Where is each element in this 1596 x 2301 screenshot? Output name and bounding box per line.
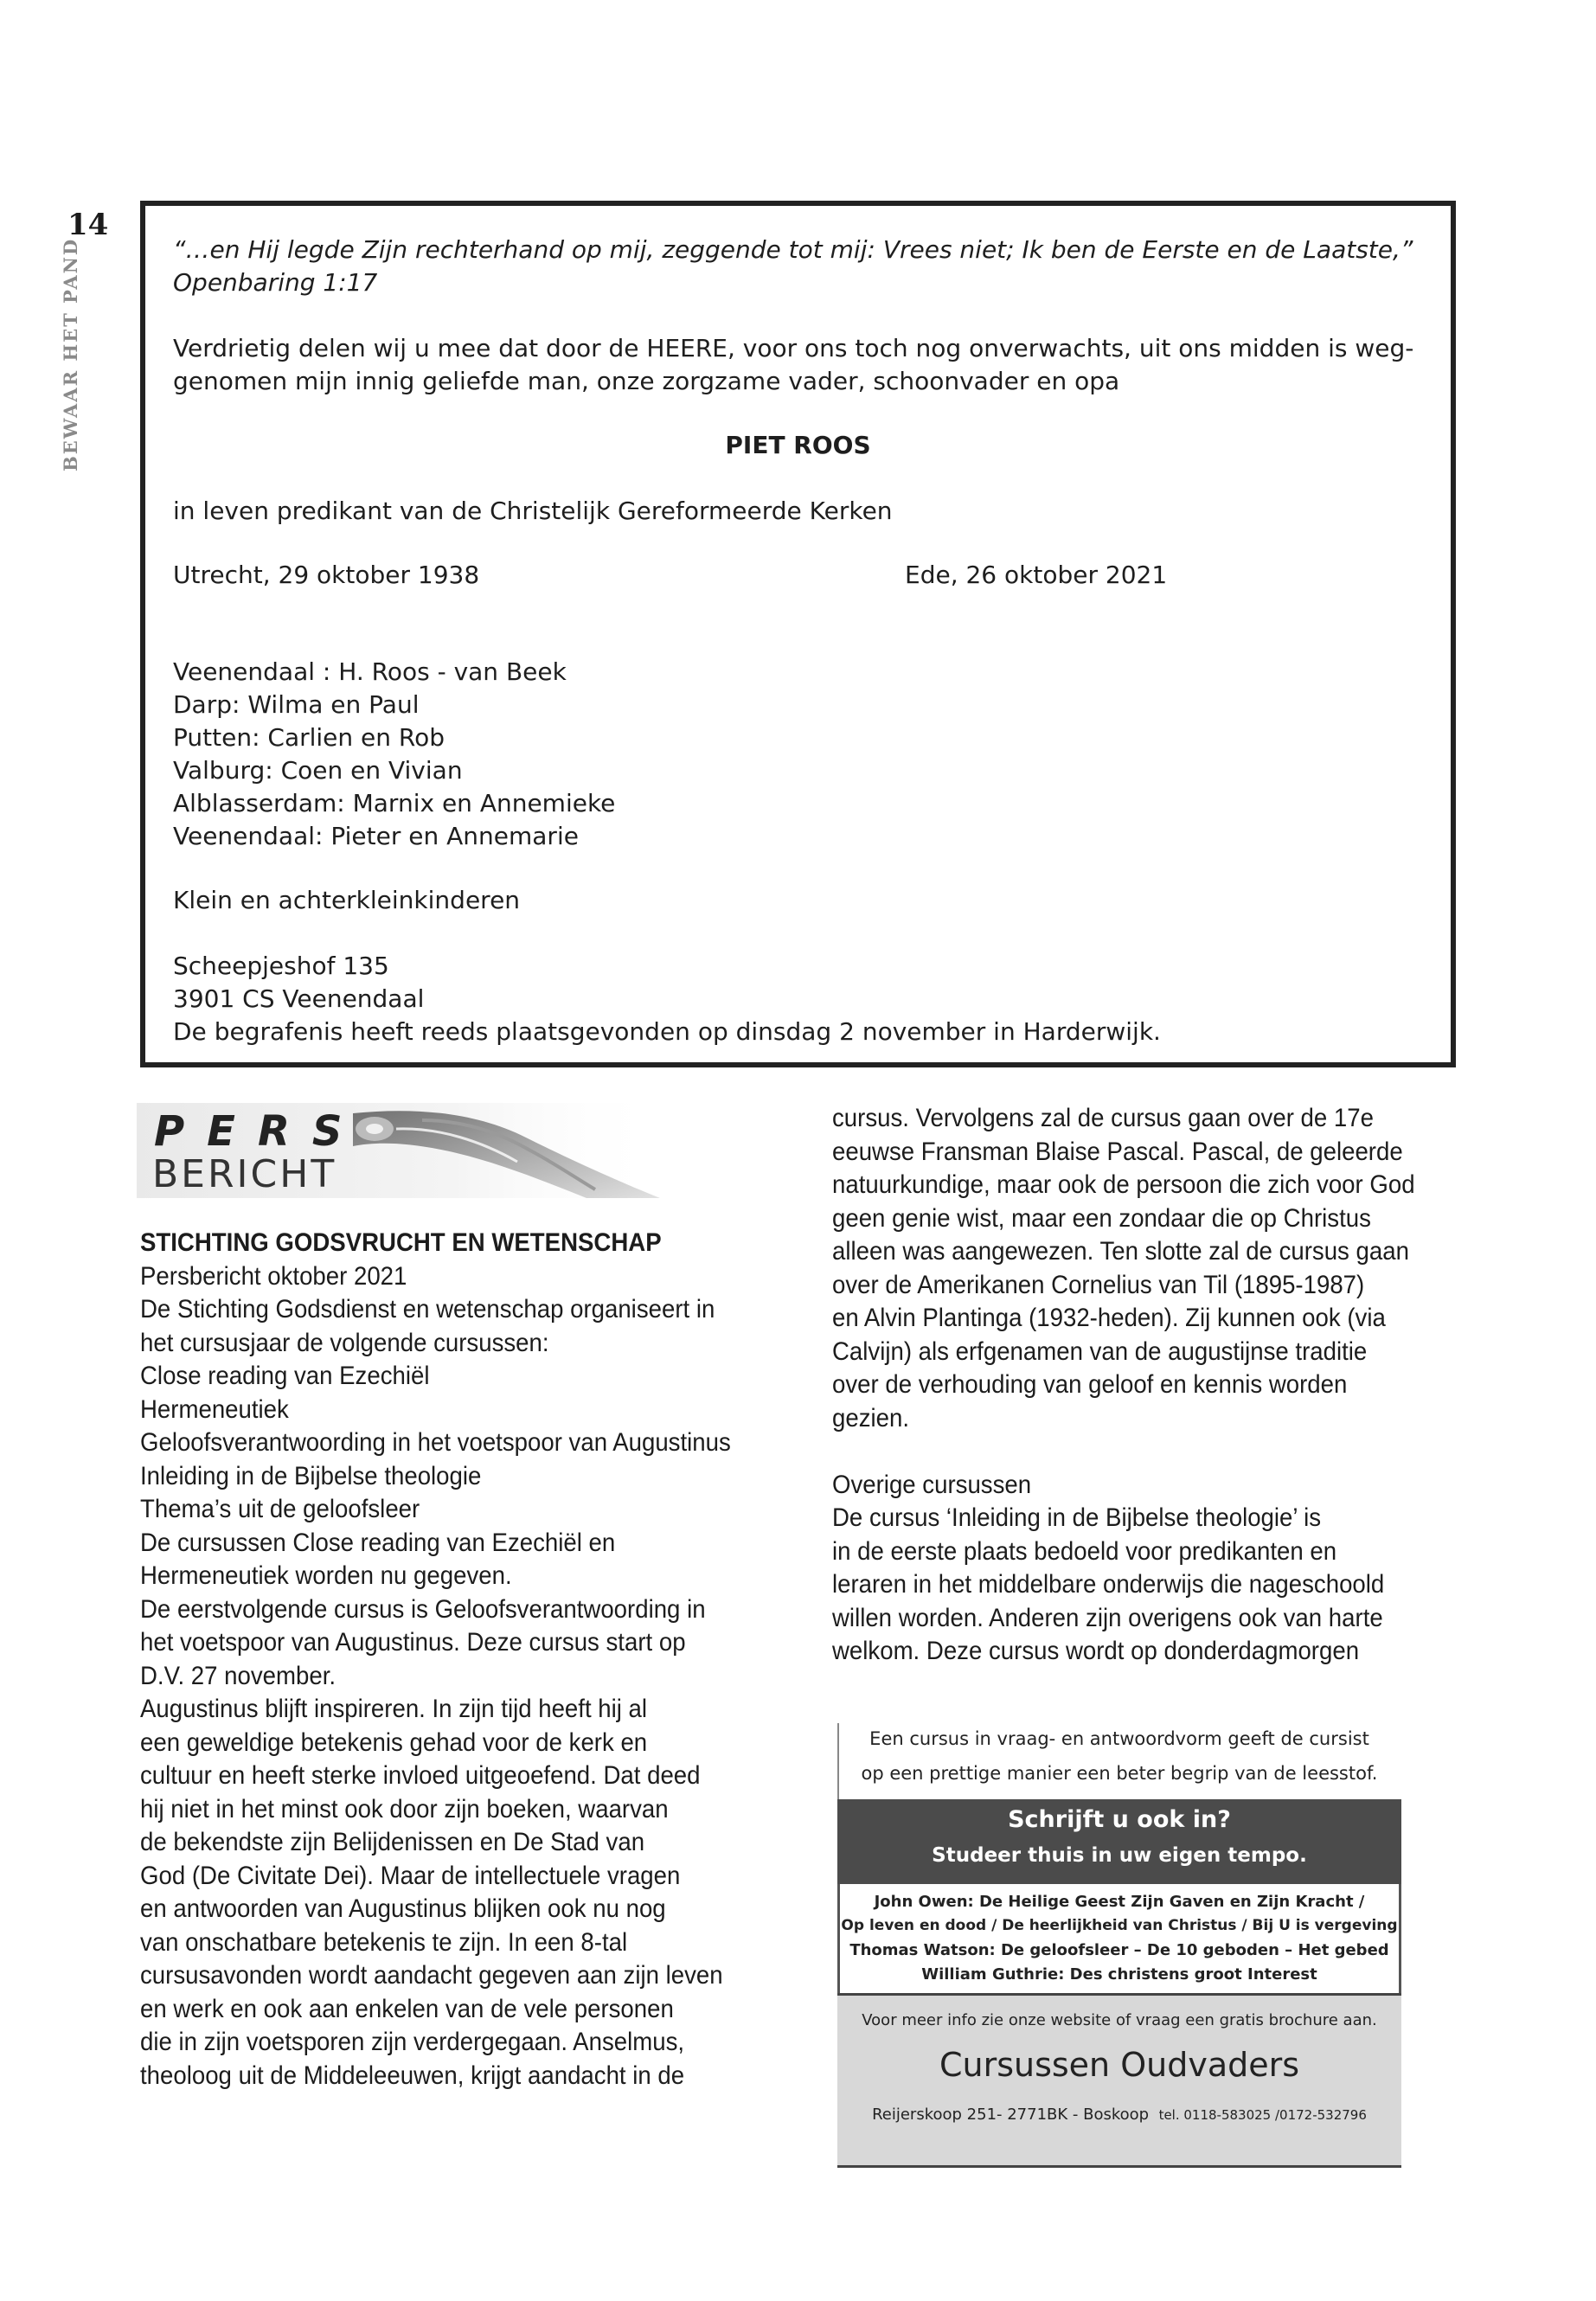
page-number: 14 bbox=[67, 208, 109, 242]
ad-info: Voor meer info zie onze website of vraag een gratis brochure aan. bbox=[862, 2011, 1377, 2029]
ad-cta-title: Schrijft u ook in? bbox=[1008, 1806, 1231, 1833]
running-head: BEWAAR HET PAND bbox=[60, 237, 81, 471]
cursussen-oudvaders-ad bbox=[837, 1723, 1401, 2168]
press-line: over de verhouding van geloof en kennis worden bbox=[832, 1370, 1348, 1399]
press-right-column bbox=[832, 1102, 1415, 1669]
ad-intro: op een prettige manier een beter begrip van de leesstof. bbox=[861, 1763, 1378, 1784]
press-line: God (De Civitate Dei). Maar de intellectuele vragen bbox=[140, 1861, 681, 1890]
press-line: Hermeneutiek worden nu gegeven. bbox=[140, 1561, 512, 1590]
family-member: Veenendaal : H. Roos - van Beek bbox=[173, 657, 567, 686]
ad-course-title: Op leven en dood / De heerlijkheid van Christus / Bij U is vergeving bbox=[841, 1917, 1398, 1934]
funeral-note: De begrafenis heeft reeds plaatsgevonden op dinsdag 2 november in Harderwijk. bbox=[173, 1017, 1161, 1046]
press-line: hij niet in het minst ook door zijn boeken, waarvan bbox=[140, 1794, 669, 1823]
ad-intro: Een cursus in vraag- en antwoordvorm geeft de cursist bbox=[869, 1728, 1369, 1749]
press-line: De cursus ‘Inleiding in de Bijbelse theologie’ is bbox=[832, 1503, 1322, 1532]
press-line: De Stichting Godsdienst en wetenschap organiseert in bbox=[140, 1295, 715, 1324]
address-line: Scheepjeshof 135 bbox=[173, 952, 389, 980]
press-line: de bekendste zijn Belijdenissen en De Stad van bbox=[140, 1828, 645, 1856]
bericht-label: BERICHT bbox=[152, 1152, 337, 1196]
ad-contact-panel bbox=[837, 1993, 1401, 2168]
press-line: De eerstvolgende cursus is Geloofsverantwoording in bbox=[140, 1594, 706, 1624]
press-line: en werk en ook aan enkelen van de vele personen bbox=[140, 1994, 674, 2023]
press-line: Thema’s uit de geloofsleer bbox=[140, 1495, 420, 1523]
press-line: theoloog uit de Middeleeuwen, krijgt aandacht in de bbox=[140, 2061, 685, 2090]
deceased-name: PIET ROOS bbox=[725, 431, 871, 459]
press-line: natuurkundige, maar ook de persoon die zich voor God bbox=[832, 1170, 1415, 1199]
press-line: De cursussen Close reading van Ezechiël en bbox=[140, 1528, 616, 1557]
press-line: het cursusjaar de volgende cursussen: bbox=[140, 1328, 549, 1357]
obituary-announcement-line: Verdrietig delen wij u mee dat door de HEERE, voor ons toch nog onverwachts, uit ons midden is weg- bbox=[173, 334, 1414, 362]
ad-address: Reijerskoop 251- 2771BK - Boskoop bbox=[872, 2106, 1150, 2124]
family-member: Valburg: Coen en Vivian bbox=[173, 756, 463, 785]
pers-label: PERS bbox=[154, 1107, 365, 1156]
press-line: en Alvin Plantinga (1932-heden). Zij kunnen ook (via bbox=[832, 1304, 1386, 1332]
paragraph-gap bbox=[832, 1435, 1415, 1469]
press-line: cursus. Vervolgens zal de cursus gaan over de 17e bbox=[832, 1104, 1374, 1132]
press-line: Augustinus blijft inspireren. In zijn tijd heeft hij al bbox=[140, 1695, 648, 1723]
ad-address-line bbox=[837, 2106, 1401, 2124]
press-line: die in zijn voetsporen zijn verdergegaan. Anselmus, bbox=[140, 2028, 685, 2056]
family-member: Veenendaal: Pieter en Annemarie bbox=[173, 822, 579, 850]
press-line: gezien. bbox=[832, 1403, 910, 1433]
family-member: Darp: Wilma en Paul bbox=[173, 690, 420, 719]
press-line: Close reading van Ezechiël bbox=[140, 1362, 430, 1390]
obituary-announcement-line: genomen mijn innig geliefde man, onze zorgzame vader, schoonvader en opa bbox=[173, 367, 1120, 395]
ad-brand: Cursussen Oudvaders bbox=[939, 2046, 1300, 2084]
press-line: willen worden. Anderen zijn overigens ook van harte bbox=[832, 1603, 1383, 1632]
press-line: Calvijn) als erfgenamen van de augustijnse traditie bbox=[832, 1336, 1368, 1366]
press-line: cursusavonden wordt aandacht gegeven aan zijn leven bbox=[140, 1961, 723, 1990]
press-line: cultuur en heeft sterke invloed uitgeoefend. Dat deed bbox=[140, 1761, 701, 1790]
deceased-role: in leven predikant van de Christelijk Gereformeerde Kerken bbox=[173, 497, 893, 525]
press-line: van onschatbare betekenis te zijn. In een 8-tal bbox=[140, 1927, 628, 1957]
obituary-quote: “…en Hij legde Zijn rechterhand op mij, zeggende tot mij: Vrees niet; Ik ben de Eerste en de Laatste,” bbox=[173, 235, 1413, 264]
ad-course-title: John Owen: De Heilige Geest Zijn Gaven en Zijn Kracht / bbox=[874, 1893, 1365, 1911]
press-left-column bbox=[140, 1227, 731, 2093]
press-line: het voetspoor van Augustinus. Deze cursus start op bbox=[140, 1628, 686, 1657]
press-line: welkom. Deze cursus wordt op donderdagmorgen bbox=[832, 1637, 1360, 1665]
address-line: 3901 CS Veenendaal bbox=[173, 984, 425, 1013]
family-member: Alblasserdam: Marnix en Annemieke bbox=[173, 789, 616, 817]
death-date: Ede, 26 oktober 2021 bbox=[905, 561, 1168, 589]
grandchildren: Klein en achterkleinkinderen bbox=[173, 886, 521, 914]
ad-course-title: William Guthrie: Des christens groot Interest bbox=[921, 1965, 1317, 1984]
press-line: alleen was aangewezen. Ten slotte zal de cursus gaan bbox=[832, 1237, 1409, 1266]
ad-phone: tel. 0118-583025 /0172-532796 bbox=[1158, 2107, 1367, 2123]
press-line: Persbericht oktober 2021 bbox=[140, 1261, 407, 1291]
family-member: Putten: Carlien en Rob bbox=[173, 723, 445, 752]
press-heading: STICHTING GODSVRUCHT EN WETENSCHAP bbox=[140, 1228, 662, 1257]
press-line: D.V. 27 november. bbox=[140, 1661, 337, 1690]
ad-course-title: Thomas Watson: De geloofsleer – De 10 geboden – Het gebed bbox=[849, 1941, 1389, 1959]
press-line: eeuwse Fransman Blaise Pascal. Pascal, de geleerde bbox=[832, 1137, 1403, 1166]
press-line: een geweldige betekenis gehad voor de kerk en bbox=[140, 1727, 648, 1757]
press-line: Hermeneutiek bbox=[140, 1394, 289, 1424]
ad-cta-panel bbox=[837, 1799, 1401, 1884]
obituary-box bbox=[140, 201, 1456, 1067]
press-line: Geloofsverantwoording in het voetspoor van Augustinus bbox=[140, 1428, 731, 1457]
press-line: geen genie wist, maar een zondaar die op Christus bbox=[832, 1203, 1371, 1233]
press-line: en antwoorden van Augustinus blijken ook nu nog bbox=[140, 1894, 666, 1923]
press-line: leraren in het middelbare onderwijs die nageschoold bbox=[832, 1570, 1385, 1599]
ad-cta-subtitle: Studeer thuis in uw eigen tempo. bbox=[932, 1844, 1307, 1867]
press-line: in de eerste plaats bedoeld voor predikanten en bbox=[832, 1536, 1337, 1566]
obituary-quote-reference: Openbaring 1:17 bbox=[173, 268, 378, 297]
birth-date: Utrecht, 29 oktober 1938 bbox=[173, 561, 480, 589]
press-line: over de Amerikanen Cornelius van Til (1895-1987) bbox=[832, 1270, 1365, 1299]
press-subheading: Overige cursussen bbox=[832, 1470, 1032, 1499]
ad-rule bbox=[837, 1723, 839, 1799]
press-line: Inleiding in de Bijbelse theologie bbox=[140, 1461, 482, 1490]
